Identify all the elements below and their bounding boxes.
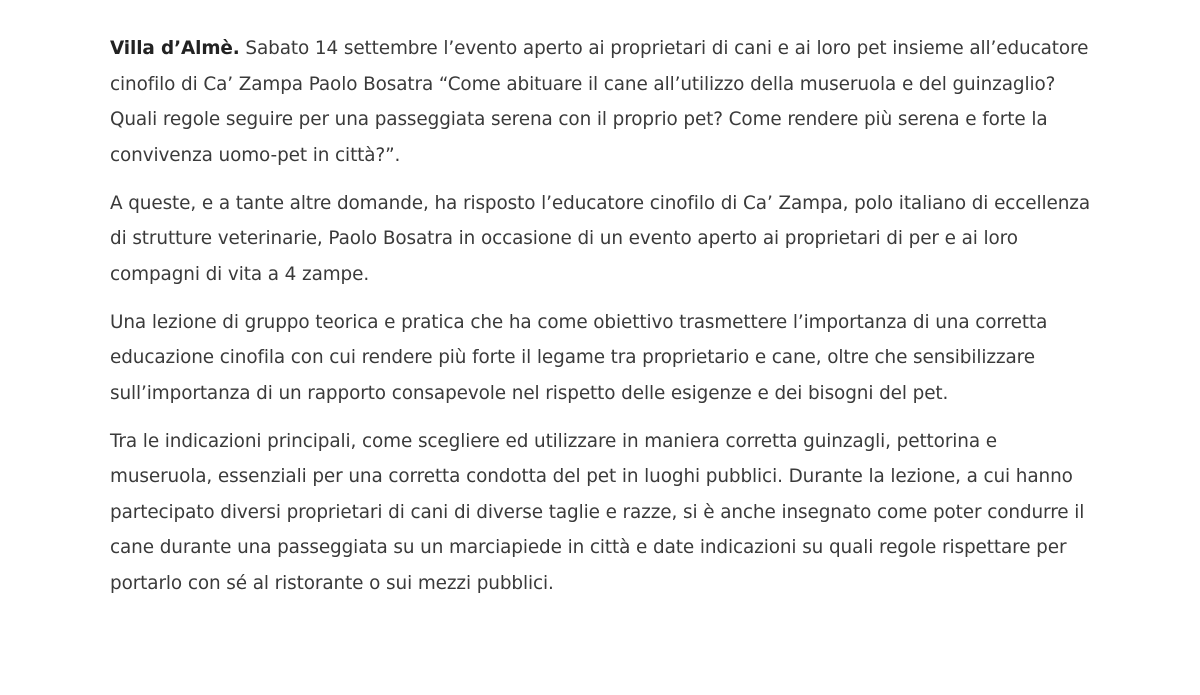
paragraph-2: A queste, e a tante altre domande, ha risposto l’educatore cinofilo di Ca’ Zampa, polo italiano di eccellenza di strutture veterinarie, Paolo Bosatra in occasione di un evento aperto ai proprietari di per e ai loro compagni di vita a 4 zampe. (110, 192, 1091, 285)
paragraph-4: Tra le indicazioni principali, come scegliere ed utilizzare in maniera corretta guinzagli, pettorina e museruola, essenziali per una corretta condotta del pet in luoghi pubblici. Durante la lezione, a cui hanno partecipato diversi proprietari di cani di diverse taglie e razze, si è anche insegnato come poter condurre il cane durante una passeggiata su un marciapiede in città e date indicazioni su quali regole rispettare per portarlo con sé al ristorante o sui mezzi pubblici. (110, 430, 1085, 594)
paragraph-1 (110, 31, 1100, 173)
article-body (110, 31, 1100, 614)
lead-place: Villa d’Almè. (110, 38, 240, 59)
paragraph-3: Una lezione di gruppo teorica e pratica che ha come obiettivo trasmettere l’importanza di una corretta educazione cinofila con cui rendere più forte il legame tra proprietario e cane, oltre che sensibilizzare sull’importanza di un rapporto consapevole nel rispetto delle esigenze e dei bisogni del pet. (110, 311, 1048, 404)
paragraph-1-text: Sabato 14 settembre l’evento aperto ai proprietari di cani e ai loro pet insieme all’educatore cinofilo di Ca’ Zampa Paolo Bosatra “Come abituare il cane all’utilizzo della museruola e del guinzaglio? Quali regole seguire per una passeggiata serena con il proprio pet? Come rendere più serena e forte la convivenza uomo-pet in città?”. (110, 38, 1089, 166)
